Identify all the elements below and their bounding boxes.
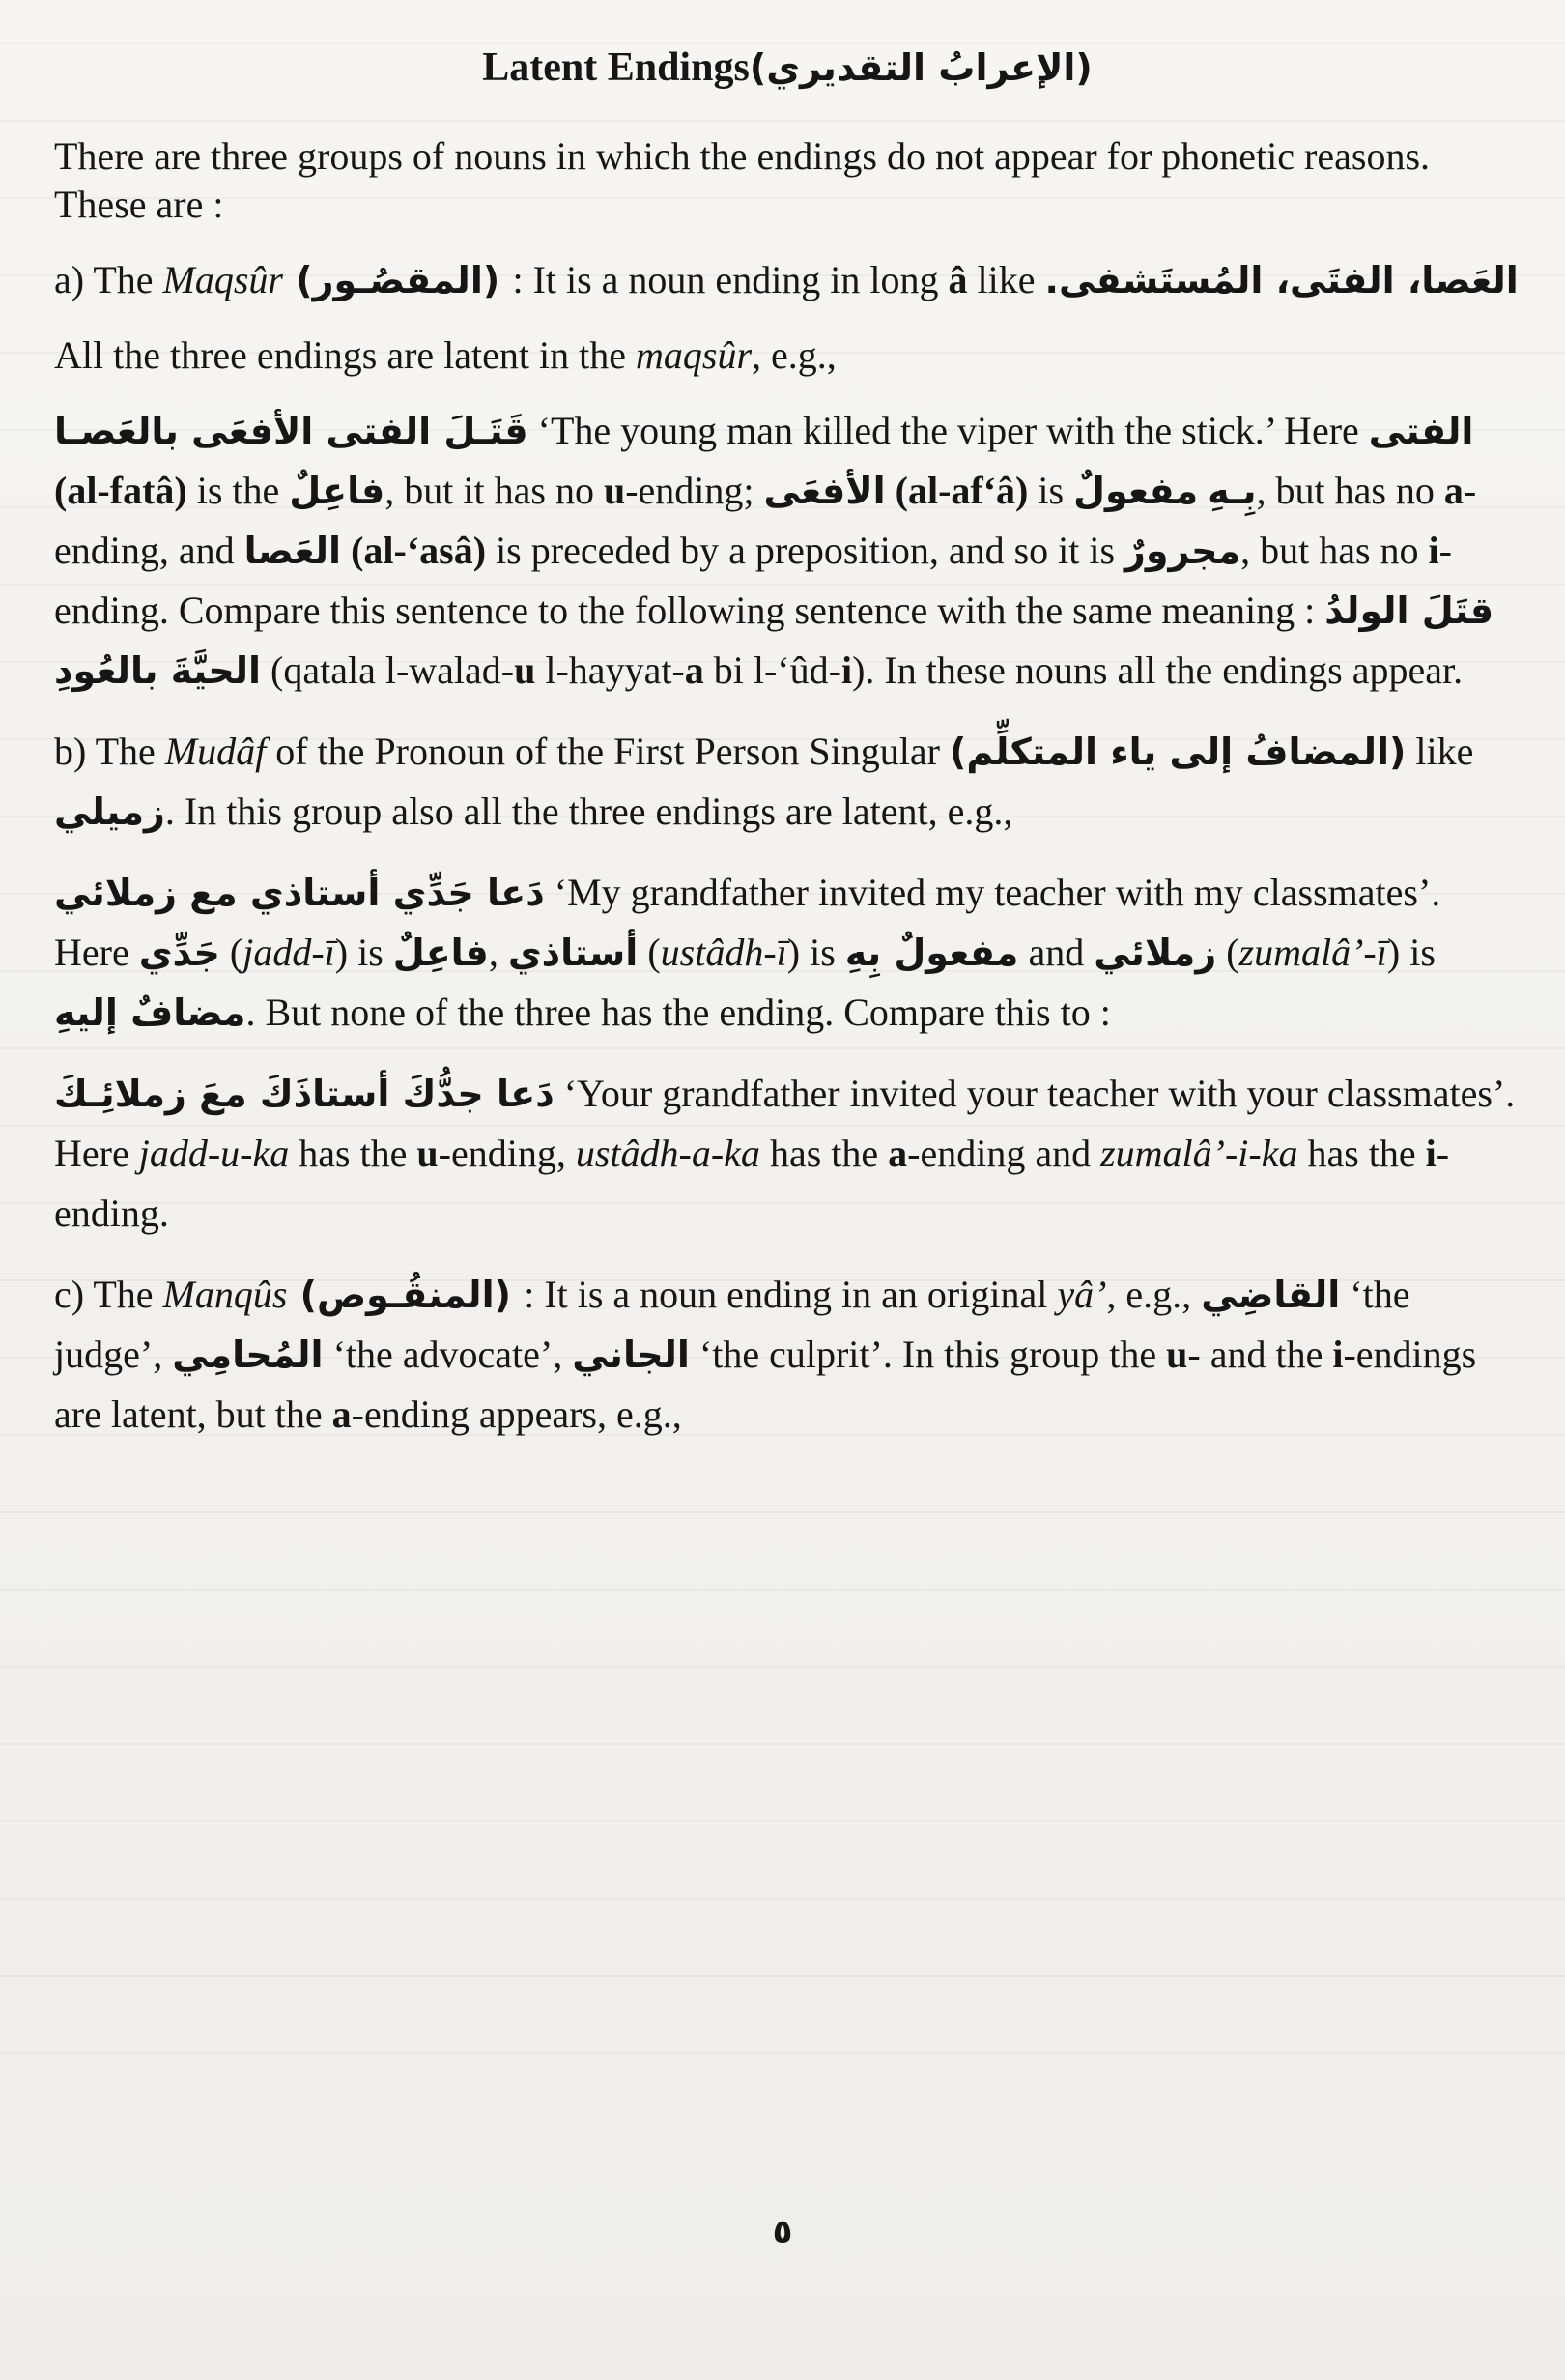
a-p3-text-5: is (1028, 468, 1074, 512)
a-p3-text-8: is preceded by a preposition, and so it is (486, 528, 1125, 572)
a-p3-word-1-translit: (al-fatâ) (54, 468, 187, 512)
a-p3-i-letter: i (1428, 528, 1439, 572)
b-p3-text-5: -ending and (907, 1131, 1101, 1175)
b-p2-text-5: is (1400, 930, 1436, 974)
section-a-like: like (967, 257, 1045, 301)
a-p3-word-2: الأفعَى (763, 469, 886, 512)
b-p3-text-2: has the (289, 1131, 417, 1175)
section-b-example: زميلي (54, 789, 165, 833)
section-a-paragraph (54, 250, 1521, 310)
section-c-example-2: المُحامِي (172, 1333, 324, 1376)
b-p3-text-6: has the (1297, 1131, 1426, 1175)
page-title (54, 43, 1521, 94)
section-c-text-5: -ending appears, e.g., (351, 1391, 682, 1436)
a-p3-compare-tr-3: bi l-ʻûd- (703, 647, 841, 692)
section-c-text-3: - and the (1187, 1332, 1333, 1376)
b-p2-text-6: . But none of the three has the ending. Compare this to : (245, 989, 1111, 1034)
section-c-example-3: الجاني (572, 1333, 690, 1376)
b-p3-u-letter: u (416, 1131, 439, 1175)
b-p3-text-4: has the (759, 1131, 889, 1175)
a-p3-word-2-translit: (al-afʻâ) (885, 468, 1029, 512)
section-b-text-3: . In this group also all the three endings are latent, e.g., (164, 789, 1013, 833)
a-p3-compare-tr-2: l-hayyat- (535, 647, 685, 692)
a-p2-term: maqsûr (636, 332, 753, 377)
section-c-example-3-tr: ‘the culprit’. In this group the (689, 1332, 1167, 1376)
b-p2-word-2-role: مفعولٌ بِهِ (844, 931, 1019, 974)
b-p3-i-letter: i (1425, 1131, 1437, 1175)
b-p2-word-2-translit: ustâdh-ī (660, 930, 787, 974)
section-a-paragraph-2 (54, 331, 1521, 380)
a-p3-word-2-role: مفعولٌ (1073, 469, 1199, 512)
a-p3-compare-i: i (840, 647, 853, 692)
a-p3-text-6: , but has no (1256, 468, 1444, 512)
section-a-term: Maqsûr (162, 257, 283, 301)
section-c-paragraph (54, 1265, 1521, 1445)
a-p3-text-1: ‘The young man killed the viper with the stick.’ Here (527, 408, 1369, 452)
a-p3-u-letter: u (603, 468, 626, 512)
section-c-i-letter: i (1332, 1332, 1344, 1376)
a-p3-compare-tr-4: ). In these nouns all the endings appear. (852, 647, 1464, 692)
section-c-arabic-term: (المنقُـوص) (287, 1273, 525, 1316)
title-arabic: (الإعرابُ التقديري) (749, 46, 1093, 89)
section-b-text-1: of the Pronoun of the First Person Singular (266, 729, 950, 773)
section-b-paragraph-2: دَعا جَدِّي أستاذي مع زملائي ‘My grandfather invited my teacher with my classmates’. Here جَدِّي (jadd-ī) is فاعِلٌ, أستاذي (ustâdh-ī) is مفعولٌ بِهِ and زملائي (zumalâ’-ī) is مضافٌ إليهِ. But none of the three has the ending. Compare this to : (54, 870, 1441, 1034)
a-p3-word-2-role-2: بِـهِ (1208, 469, 1257, 512)
b-p3-a-letter: a (888, 1131, 908, 1175)
a-p3-a-letter: a (1443, 468, 1464, 512)
b-p3-word-1: jadd-u-ka (138, 1131, 290, 1175)
section-a-examples: العَصا، الفتَى، المُستَشفى. (1044, 258, 1519, 301)
section-c-text-1: : It is a noun ending in an original (524, 1272, 1058, 1316)
section-c-u-letter: u (1166, 1332, 1188, 1376)
b-p2-text-3: is (800, 930, 845, 974)
b-p2-word-3-role: مضافٌ إليهِ (54, 990, 246, 1034)
section-a-paragraph-3 (54, 401, 1521, 701)
a-p3-word-3-translit: (al-ʻasâ) (341, 528, 487, 572)
section-c-text-4: -endings are latent, but the (54, 1332, 1477, 1436)
section-a-arabic-term: (المقصُـور) (283, 258, 513, 301)
a-p3-compare-a: a (684, 647, 704, 692)
section-b-paragraph (54, 722, 1521, 842)
section-b-arabic-term: (المضافُ إلى ياء المتكلِّم) (949, 730, 1407, 773)
section-a-desc: : It is a noun ending in long (512, 257, 949, 301)
section-b-text-2: like (1406, 729, 1474, 773)
page-number: ٥ (772, 2213, 793, 2251)
b-p3-text-1: ‘Your grandfather invited your teacher with your classmates’. Here (54, 1071, 1516, 1175)
a-p3-text-9: , but has no (1240, 528, 1429, 572)
a-p3-text-2: is the (186, 468, 290, 512)
a-p3-word-1-role: فاعِلٌ (289, 469, 385, 512)
section-b-lead: b) The (54, 729, 165, 773)
title-latin: Latent Endings (482, 45, 750, 90)
section-c-example-1: القاضِي (1201, 1273, 1341, 1316)
section-b-term: Mudâf (164, 729, 267, 773)
b-p2-word-1-role: فاعِلٌ (392, 931, 489, 974)
a-p3-compare-u: u (514, 647, 536, 692)
b-p2-text-4: and (1018, 930, 1095, 974)
b-p2-word-2: أستاذي (507, 931, 639, 974)
main-content (54, 43, 1521, 1466)
a-p3-text-7: -ending, and (54, 468, 1477, 572)
a-p3-compare-arabic: قتَلَ الولدُ الحيَّةَ بالعُودِ (54, 588, 1494, 692)
a-p3-word-3-role: مجرورٌ (1124, 529, 1241, 572)
b-p3-word-3: zumalâ’-i-ka (1100, 1131, 1298, 1175)
section-c-lead: c) The (54, 1272, 163, 1316)
a-p2-text-2: , e.g., (752, 332, 837, 377)
b-p2-text-1: ‘My grandfather invited my teacher with my classmates’. Here (54, 870, 1441, 974)
b-p2-word-3: زملائي (1094, 931, 1217, 974)
b-p3-arabic-sentence: دَعا جدُّكَ أستاذَكَ معَ زملائِـكَ (54, 1072, 555, 1115)
section-c-example-1-tr: ‘the judge’, (54, 1272, 1410, 1376)
a-p3-text-4: -ending; (625, 468, 764, 512)
a-p3-compare-tr-1: (qatala l-walad- (261, 647, 515, 692)
intro-paragraph: There are three groups of nouns in which the endings do not appear for phonetic reasons. These are : (54, 133, 1431, 226)
section-c-text-2: , e.g., (1106, 1272, 1202, 1316)
b-p2-text-2: is (348, 930, 393, 974)
a-p3-arabic-sentence: قَتَـلَ الفتى الأفعَى بالعَصـا (54, 409, 528, 452)
section-c-term: Manqûs (162, 1272, 288, 1316)
b-p2-word-3-translit: zumalâ’-ī (1238, 930, 1387, 974)
a-p3-word-1: الفتى (1368, 409, 1474, 452)
a-p2-text-1: All the three endings are latent in the (54, 332, 637, 377)
b-p2-arabic-sentence: دَعا جَدِّي أستاذي مع زملائي (54, 871, 545, 914)
b-p2-word-1-translit: jadd-ī (242, 930, 335, 974)
a-p3-word-3: العَصا (243, 529, 342, 572)
b-p2-word-1: جَدِّي (138, 931, 220, 974)
section-c-ya: yâ’ (1057, 1272, 1107, 1316)
section-a-lead: a) The (54, 257, 163, 301)
a-p3-text-10: -ending. Compare this sentence to the following sentence with the same meaning : (54, 528, 1452, 632)
long-a-letter: â (948, 257, 968, 301)
b-p3-text-3: -ending, (438, 1131, 576, 1175)
section-c-example-2-tr: ‘the advocate’, (323, 1332, 573, 1376)
section-b-paragraph-3 (54, 1064, 1521, 1244)
section-c-a-letter: a (331, 1391, 352, 1436)
a-p3-text-3: , but it has no (384, 468, 604, 512)
b-p3-text-7: -ending. (54, 1131, 1450, 1235)
b-p3-word-2: ustâdh-a-ka (575, 1131, 760, 1175)
